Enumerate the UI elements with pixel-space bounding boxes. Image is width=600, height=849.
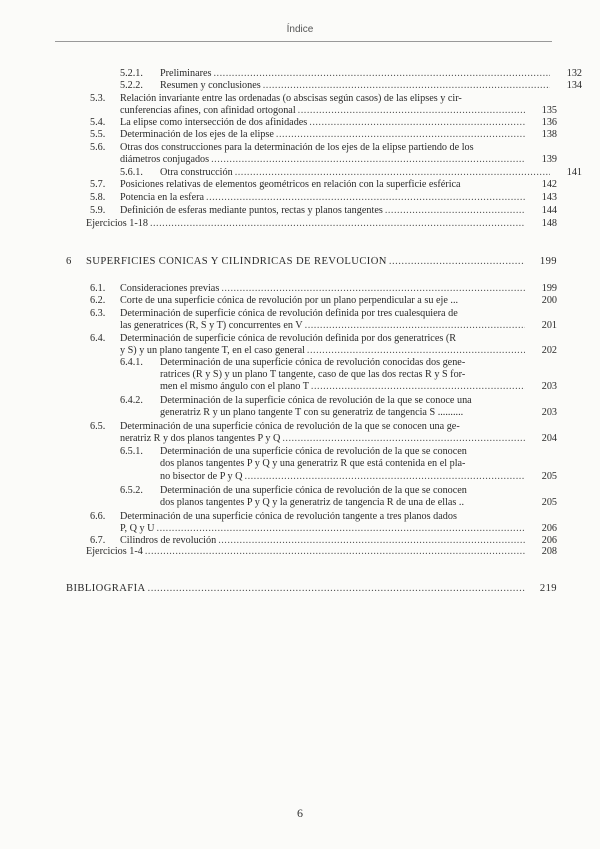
bibliography-title: BIBLIOGRAFÍA <box>66 583 146 594</box>
leader-dots <box>145 546 525 558</box>
entry-title: neratriz R y dos planos tangentes P y Q <box>120 433 281 444</box>
running-head: Índice <box>286 24 314 35</box>
toc-entry-6-3[interactable] <box>120 320 557 332</box>
leader-dots <box>148 583 525 595</box>
entry-title: La elipse como intersección de dos afinidades <box>120 117 308 128</box>
toc-entry-6-4-1[interactable] <box>160 381 557 393</box>
entry-page: 203 <box>541 407 557 418</box>
entry-title-line[interactable]: dos planos tangentes P y Q y una generatriz R que está contenida en el pla- <box>160 458 466 469</box>
leader-dots <box>150 218 525 230</box>
entry-number: 6.4.2. <box>120 395 143 406</box>
leader-dots <box>282 433 525 445</box>
entry-page: 199 <box>541 283 557 294</box>
entry-number: 6.6. <box>90 511 106 522</box>
entry-title: Corte de una superficie cónica de revolución por un plano perpendicular a su eje ... <box>120 295 459 306</box>
leader-dots <box>307 345 525 357</box>
entry-title-line[interactable]: Determinación de la superficie cónica de revolución de la que se conoce una <box>160 395 472 406</box>
entry-page: 134 <box>566 80 582 91</box>
entry-page: 143 <box>541 192 557 203</box>
entry-title-line[interactable]: Determinación de una superficie cónica de revolución de la que se conocen <box>160 446 467 457</box>
entry-title-line[interactable]: Determinación de una superficie cónica de revolución de la que se conocen <box>160 485 467 496</box>
entry-title: las generatrices (R, S y T) concurrentes en V <box>120 320 303 331</box>
entry-title-line[interactable]: Determinación de superficie cónica de revolución definida por tres cualesquiera de <box>120 308 458 319</box>
toc-entry-5-2-2[interactable] <box>120 80 582 92</box>
entry-number: 6.5.2. <box>120 485 143 496</box>
toc-entry-ejercicios-6[interactable] <box>86 546 557 558</box>
leader-dots <box>221 283 525 295</box>
toc-entry-5-4[interactable] <box>90 117 557 129</box>
leader-dots <box>214 68 551 80</box>
entry-page: 204 <box>541 433 557 444</box>
leader-dots <box>263 80 550 92</box>
entry-title: no bisector de P y Q <box>160 471 243 482</box>
entry-number: 6.1. <box>90 283 106 294</box>
entry-page: 200 <box>541 295 557 306</box>
entry-title-line[interactable]: Determinación de una superficie cónica de revolución conocidas dos gene- <box>160 357 466 368</box>
entry-number: 5.6.1. <box>120 167 143 178</box>
entry-title: Preliminares <box>160 68 212 79</box>
toc-entry-5-9[interactable] <box>90 205 557 217</box>
entry-page: 208 <box>541 546 557 557</box>
entry-number: 6.7. <box>90 535 106 546</box>
entry-title: Definición de esferas mediante puntos, rectas y planos tangentes <box>120 205 383 216</box>
entry-title: Resumen y conclusiones <box>160 80 261 91</box>
entry-title: diámetros conjugados <box>120 154 210 165</box>
toc-entry-6-2[interactable] <box>90 295 557 307</box>
entry-title: Posiciones relativas de elementos geométricos en relación con la superficie esférica <box>120 179 461 190</box>
toc-entry-5-5[interactable] <box>90 129 557 141</box>
toc-entry-5-3[interactable] <box>120 105 557 117</box>
entry-page: 144 <box>541 205 557 216</box>
toc-entry-5-6[interactable] <box>120 154 557 166</box>
chapter-title: SUPERFICIES CÓNICAS Y CILÍNDRICAS DE REVOLUCIÓN <box>86 256 387 267</box>
entry-page: 202 <box>541 345 557 356</box>
toc-entry-6-5-2[interactable] <box>160 497 557 509</box>
entry-page: 206 <box>541 523 557 534</box>
entry-number: 6.4. <box>90 333 106 344</box>
entry-number: 5.3. <box>90 93 106 104</box>
entry-title-line[interactable]: Determinación de superficie cónica de revolución definida por dos generatrices (R <box>120 333 457 344</box>
entry-title: Ejercicios 1-18 <box>86 218 148 229</box>
entry-title-line[interactable]: Determinación de una superficie cónica de revolución tangente a tres planos dados <box>120 511 457 522</box>
entry-title: Potencia en la esfera <box>120 192 205 203</box>
entry-page: 205 <box>541 471 557 482</box>
leader-dots <box>245 471 525 483</box>
leader-dots <box>298 105 525 117</box>
entry-number: 5.9. <box>90 205 106 216</box>
entry-page: 136 <box>541 117 557 128</box>
toc-bibliography[interactable] <box>66 583 557 595</box>
entry-title: dos planos tangentes P y Q y la generatriz de tangencia R de una de ellas .. <box>160 497 465 508</box>
leader-dots <box>206 192 525 204</box>
toc-entry-6-4-2[interactable] <box>160 407 557 419</box>
toc-entry-6-5[interactable] <box>120 433 557 445</box>
leader-dots <box>385 205 525 217</box>
entry-title: Determinación de los ejes de la elipse <box>120 129 274 140</box>
entry-title: Cilindros de revolución <box>120 535 217 546</box>
toc-chapter-6[interactable] <box>66 256 557 268</box>
leader-dots <box>211 154 525 166</box>
entry-page: 135 <box>541 105 557 116</box>
entry-page: 199 <box>539 256 557 267</box>
entry-number: 5.7. <box>90 179 106 190</box>
entry-title: men el mismo ángulo con el plano T <box>160 381 309 392</box>
entry-page: 203 <box>541 381 557 392</box>
leader-dots <box>389 256 525 268</box>
toc-entry-5-2-1[interactable] <box>120 68 582 80</box>
entry-number: 5.6. <box>90 142 106 153</box>
toc-entry-6-4[interactable] <box>120 345 557 357</box>
entry-number: 6.3. <box>90 308 106 319</box>
entry-page: 138 <box>541 129 557 140</box>
toc-entry-ejercicios-5[interactable] <box>86 218 557 230</box>
entry-number: 6.4.1. <box>120 357 143 368</box>
entry-page: 132 <box>566 68 582 79</box>
entry-title: Ejercicios 1-4 <box>86 546 143 557</box>
entry-number: 5.5. <box>90 129 106 140</box>
leader-dots <box>305 320 525 332</box>
page-number: 6 <box>297 806 303 820</box>
leader-dots <box>309 117 525 129</box>
entry-title-line[interactable]: Otras dos construcciones para la determinación de los ejes de la elipse partiendo de los <box>120 142 474 153</box>
entry-page: 201 <box>541 320 557 331</box>
leader-dots <box>276 129 525 141</box>
entry-number: 6.5.1. <box>120 446 143 457</box>
entry-page: 206 <box>541 535 557 546</box>
toc-entry-6-1[interactable] <box>90 283 557 295</box>
entry-page: 142 <box>541 179 557 190</box>
entry-title: y S) y un plano tangente T, en el caso general <box>120 345 305 356</box>
entry-number: 5.4. <box>90 117 106 128</box>
entry-number: 6.5. <box>90 421 106 432</box>
entry-number: 5.2.2. <box>120 80 143 91</box>
entry-title-line[interactable]: Relación invariante entre las ordenadas (o abscisas según casos) de las elipses y cir- <box>120 93 462 104</box>
entry-title: Otra construcción <box>160 167 233 178</box>
toc-entry-6-5-1[interactable] <box>160 471 557 483</box>
toc-entry-5-6-1[interactable] <box>120 167 582 179</box>
entry-number: 6.2. <box>90 295 106 306</box>
entry-title: Consideraciones previas <box>120 283 220 294</box>
entry-title: P, Q y U <box>120 523 155 534</box>
toc-entry-6-6[interactable] <box>120 523 557 535</box>
entry-page: 219 <box>539 583 557 594</box>
entry-page: 148 <box>541 218 557 229</box>
toc-entry-5-7[interactable] <box>90 179 557 191</box>
entry-number: 5.8. <box>90 192 106 203</box>
entry-title: generatriz R y un plano tangente T con su generatriz de tangencia S .......... <box>160 407 464 418</box>
entry-number: 5.2.1. <box>120 68 143 79</box>
toc-entry-5-8[interactable] <box>90 192 557 204</box>
chapter-number: 6 <box>66 256 72 267</box>
entry-title-line[interactable]: Determinación de una superficie cónica de revolución de la que se conocen una ge- <box>120 421 460 432</box>
entry-page: 141 <box>566 167 582 178</box>
entry-title: cunferencias afines, con afinidad ortogonal <box>120 105 296 116</box>
entry-page: 139 <box>541 154 557 165</box>
leader-dots <box>311 381 525 393</box>
entry-page: 205 <box>541 497 557 508</box>
entry-title-line[interactable]: ratrices (R y S) y un plano T tangente, caso de que las dos rectas R y S for- <box>160 369 466 380</box>
leader-dots <box>235 167 550 179</box>
leader-dots <box>157 523 525 535</box>
